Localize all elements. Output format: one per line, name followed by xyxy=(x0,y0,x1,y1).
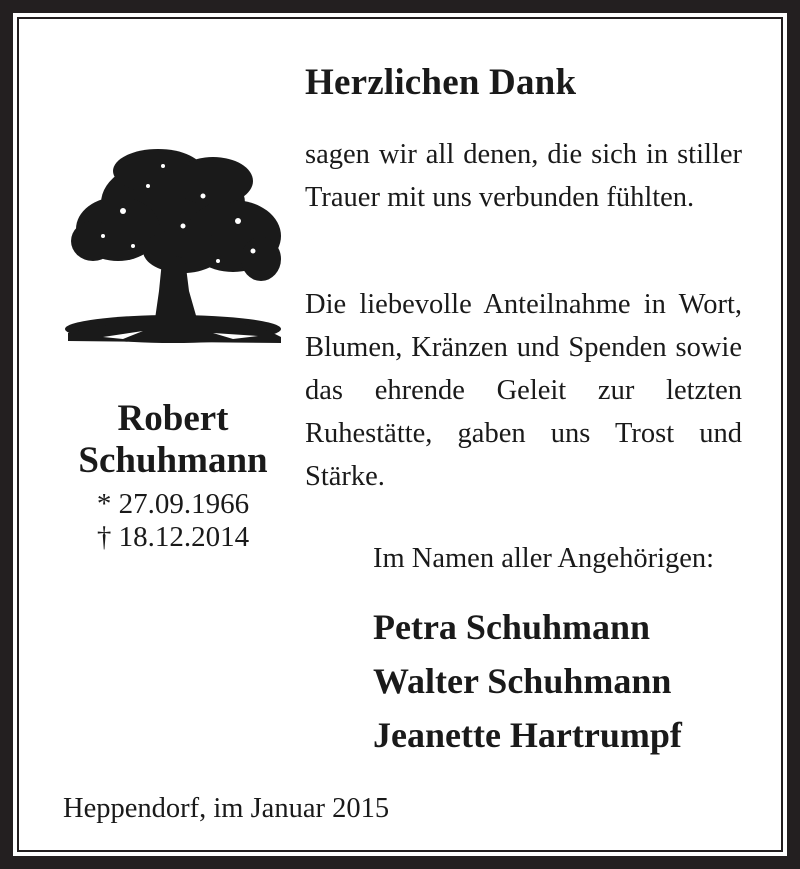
deceased-info xyxy=(53,398,293,554)
tree-icon xyxy=(63,141,283,351)
obituary-card xyxy=(13,13,787,856)
thanks-paragraph: sagen wir all denen, die sich in stiller Trauer mit uns verbunden fühlten. xyxy=(305,139,742,213)
signers-list xyxy=(373,600,682,762)
signer-name: Jeanette Hartrumpf xyxy=(373,715,682,755)
signer-name: Petra Schuhmann xyxy=(373,607,651,647)
death-date: † 18.12.2014 xyxy=(96,521,250,553)
page-title: Herzlichen Dank xyxy=(305,62,577,103)
signoff-text: Im Namen aller Angehörigen: xyxy=(373,543,715,574)
signer-name: Walter Schuhmann xyxy=(373,661,672,701)
condolence-paragraph: Die liebevolle Anteilnahme in Wort, Blumen, Kränzen und Spenden sowie das ehrende Geleit zur letzten Ruhestätte, gaben uns Trost und Stärke. xyxy=(305,289,742,492)
birth-date: * 27.09.1966 xyxy=(96,488,250,520)
deceased-last-name: Schuhmann xyxy=(78,440,268,481)
deceased-first-name: Robert xyxy=(117,398,229,439)
place-date: Heppendorf, im Januar 2015 xyxy=(63,793,390,824)
